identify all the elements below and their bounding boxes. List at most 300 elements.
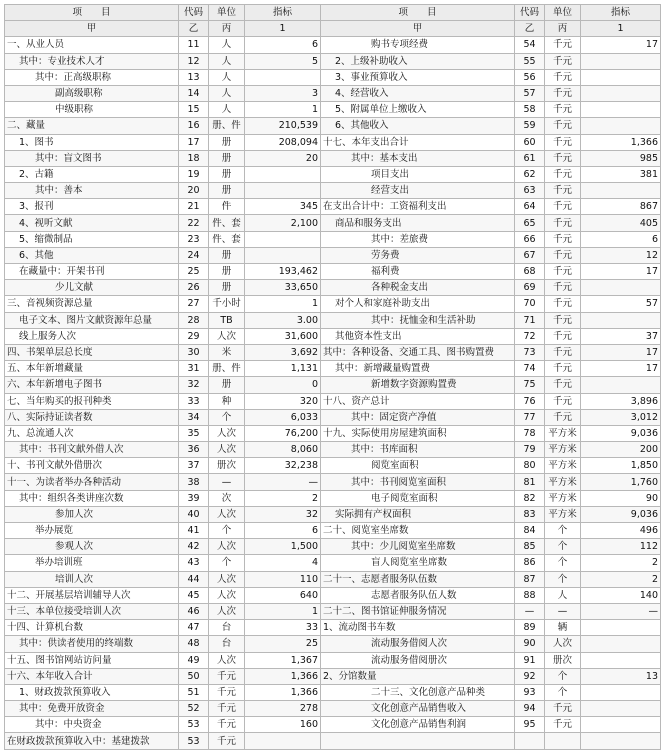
right-value: [581, 102, 661, 118]
subheader-value-left: 1: [245, 21, 321, 37]
table-row: [5, 344, 661, 360]
right-unit: 个: [545, 668, 581, 684]
right-item-label: 商品和服务支出: [321, 215, 515, 231]
left-value: 33: [245, 620, 321, 636]
table-row: [5, 652, 661, 668]
right-code: 78: [515, 425, 545, 441]
right-value: [581, 652, 661, 668]
left-unit: 册: [209, 134, 245, 150]
left-unit: 册: [209, 183, 245, 199]
left-code: 17: [179, 134, 209, 150]
left-value: 1,366: [245, 684, 321, 700]
left-item-label: 中级职称: [5, 102, 179, 118]
right-value: 985: [581, 150, 661, 166]
statistics-table: [4, 4, 661, 750]
left-item-label: 5、缩微制品: [5, 231, 179, 247]
right-unit: 千元: [545, 69, 581, 85]
right-unit: 个: [545, 684, 581, 700]
left-unit: 台: [209, 636, 245, 652]
right-item-label: 劳务费: [321, 247, 515, 263]
left-value: 1,131: [245, 361, 321, 377]
left-code: 52: [179, 701, 209, 717]
left-item-label: 十、书刊文献外借册次: [5, 458, 179, 474]
left-item-label: 线上服务人次: [5, 328, 179, 344]
table-row: [5, 442, 661, 458]
header-row: [5, 5, 661, 21]
right-value: 9,036: [581, 506, 661, 522]
right-item-label: 6、其他收入: [321, 118, 515, 134]
right-unit: 千元: [545, 280, 581, 296]
right-unit: 千元: [545, 312, 581, 328]
right-unit: 千元: [545, 166, 581, 182]
left-value: 210,539: [245, 118, 321, 134]
subheader-code-left: 乙: [179, 21, 209, 37]
left-value: 640: [245, 587, 321, 603]
left-value: 3,692: [245, 344, 321, 360]
table-row: [5, 85, 661, 101]
table-row: [5, 701, 661, 717]
right-unit: 个: [545, 523, 581, 539]
table-row: [5, 328, 661, 344]
left-item-label: 五、本年新增藏量: [5, 361, 179, 377]
right-code: 83: [515, 506, 545, 522]
table-row: [5, 458, 661, 474]
table-row: [5, 215, 661, 231]
right-value: 2: [581, 571, 661, 587]
left-item-label: 其中：正高级职称: [5, 69, 179, 85]
right-unit: 人: [545, 587, 581, 603]
right-code: 65: [515, 215, 545, 231]
left-item-label: 参观人次: [5, 539, 179, 555]
right-unit: 平方米: [545, 425, 581, 441]
right-code: 67: [515, 247, 545, 263]
left-code: 47: [179, 620, 209, 636]
right-item-label: 5、附属单位上缴收入: [321, 102, 515, 118]
left-unit: 千元: [209, 684, 245, 700]
left-code: 15: [179, 102, 209, 118]
left-unit: 册: [209, 264, 245, 280]
right-unit: —: [545, 603, 581, 619]
right-code: 70: [515, 296, 545, 312]
left-item-label: 十一、为读者举办各种活动: [5, 474, 179, 490]
left-unit: 个: [209, 523, 245, 539]
table-row: [5, 393, 661, 409]
left-code: 41: [179, 523, 209, 539]
right-code: 89: [515, 620, 545, 636]
right-item-label: 3、事业预算收入: [321, 69, 515, 85]
right-item-label: 其中：各种设备、交通工具、图书购置费: [321, 344, 515, 360]
right-item-label: 福利费: [321, 264, 515, 280]
left-code: 48: [179, 636, 209, 652]
right-code: 94: [515, 701, 545, 717]
left-item-label: 其中：免费开放资金: [5, 701, 179, 717]
right-code: 74: [515, 361, 545, 377]
right-item-label: 2、分馆数量: [321, 668, 515, 684]
right-item-label: 实际拥有产权面积: [321, 506, 515, 522]
subheader-unit-left: 丙: [209, 21, 245, 37]
left-code: 43: [179, 555, 209, 571]
left-item-label: 十六、本年收入合计: [5, 668, 179, 684]
table-row: [5, 717, 661, 733]
left-item-label: 其中：书刊文献外借人次: [5, 442, 179, 458]
left-item-label: 七、当年购买的报刊种类: [5, 393, 179, 409]
left-code: 27: [179, 296, 209, 312]
right-value: [581, 69, 661, 85]
right-code: 61: [515, 150, 545, 166]
left-unit: 千元: [209, 701, 245, 717]
left-item-label: 十二、开展基层培训辅导人次: [5, 587, 179, 603]
right-item-label: 二十一、志愿者服务队伍数: [321, 571, 515, 587]
right-item-label: 十八、资产总计: [321, 393, 515, 409]
right-unit: 千元: [545, 247, 581, 263]
table-row: [5, 183, 661, 199]
left-unit: 千小时: [209, 296, 245, 312]
right-code: 71: [515, 312, 545, 328]
left-unit: 册: [209, 377, 245, 393]
left-item-label: 培训人次: [5, 571, 179, 587]
left-value: 32,238: [245, 458, 321, 474]
table-row: [5, 312, 661, 328]
right-value: 2: [581, 555, 661, 571]
right-item-label: 十七、本年支出合计: [321, 134, 515, 150]
right-item-label: 二十二、图书馆证伸服务情况: [321, 603, 515, 619]
left-code: 13: [179, 69, 209, 85]
left-unit: 册次: [209, 458, 245, 474]
right-unit: 平方米: [545, 442, 581, 458]
table-row: [5, 571, 661, 587]
left-item-label: 副高级职称: [5, 85, 179, 101]
left-code: 21: [179, 199, 209, 215]
right-code: 68: [515, 264, 545, 280]
table-row: [5, 506, 661, 522]
right-item-label: 其中：书库面积: [321, 442, 515, 458]
left-unit: 人次: [209, 652, 245, 668]
left-code: 30: [179, 344, 209, 360]
right-item-label: 各种税金支出: [321, 280, 515, 296]
left-code: 20: [179, 183, 209, 199]
right-code: 72: [515, 328, 545, 344]
header-code-right: 代码: [515, 5, 545, 21]
header-value-right: 指标: [581, 5, 661, 21]
left-value: [245, 733, 321, 749]
left-code: 53: [179, 717, 209, 733]
left-value: 25: [245, 636, 321, 652]
table-row: [5, 555, 661, 571]
right-code: 59: [515, 118, 545, 134]
left-code: 26: [179, 280, 209, 296]
right-value: 17: [581, 264, 661, 280]
right-unit: 千元: [545, 118, 581, 134]
left-value: 1: [245, 296, 321, 312]
left-value: 0: [245, 377, 321, 393]
right-item-label: 流动服务借阅人次: [321, 636, 515, 652]
right-unit: 平方米: [545, 490, 581, 506]
right-unit: 千元: [545, 134, 581, 150]
left-value: 160: [245, 717, 321, 733]
right-code: 69: [515, 280, 545, 296]
right-code: 87: [515, 571, 545, 587]
left-code: 42: [179, 539, 209, 555]
left-unit: 人次: [209, 506, 245, 522]
right-unit: 千元: [545, 199, 581, 215]
left-value: 6: [245, 523, 321, 539]
left-unit: 人次: [209, 603, 245, 619]
left-value: 20: [245, 150, 321, 166]
right-value: 13: [581, 668, 661, 684]
left-code: 53: [179, 733, 209, 749]
table-row: [5, 134, 661, 150]
table-row: [5, 102, 661, 118]
right-item-label: 文化创意产品销售收入: [321, 701, 515, 717]
right-value: 1,850: [581, 458, 661, 474]
right-value: 90: [581, 490, 661, 506]
table-row: [5, 425, 661, 441]
right-value: 1,760: [581, 474, 661, 490]
right-value: [581, 684, 661, 700]
left-item-label: 其中：组织各类讲座次数: [5, 490, 179, 506]
table-row: [5, 668, 661, 684]
left-code: 37: [179, 458, 209, 474]
right-code: 56: [515, 69, 545, 85]
table-row: [5, 150, 661, 166]
right-unit: 千元: [545, 328, 581, 344]
right-unit: 千元: [545, 85, 581, 101]
right-unit: 千元: [545, 393, 581, 409]
right-item-label: 1、流动图书车数: [321, 620, 515, 636]
table-row: [5, 733, 661, 749]
right-code: 60: [515, 134, 545, 150]
right-item-label: [321, 733, 515, 749]
right-item-label: 新增数字资源购置费: [321, 377, 515, 393]
right-value: [581, 85, 661, 101]
left-code: 40: [179, 506, 209, 522]
left-code: 29: [179, 328, 209, 344]
right-code: —: [515, 603, 545, 619]
left-unit: 册: [209, 280, 245, 296]
right-unit: 辆: [545, 620, 581, 636]
right-code: 55: [515, 53, 545, 69]
subheader-row: [5, 21, 661, 37]
right-unit: 千元: [545, 361, 581, 377]
left-value: [245, 247, 321, 263]
table-row: [5, 280, 661, 296]
left-code: 31: [179, 361, 209, 377]
left-code: 18: [179, 150, 209, 166]
right-value: 17: [581, 344, 661, 360]
right-value: 12: [581, 247, 661, 263]
right-item-label: 其中：固定资产净值: [321, 409, 515, 425]
left-value: 1: [245, 102, 321, 118]
right-item-label: 盲人阅览室坐席数: [321, 555, 515, 571]
right-code: 91: [515, 652, 545, 668]
left-value: 1: [245, 603, 321, 619]
right-value: [581, 733, 661, 749]
right-code: 76: [515, 393, 545, 409]
left-value: 76,200: [245, 425, 321, 441]
right-code: 77: [515, 409, 545, 425]
left-code: 51: [179, 684, 209, 700]
left-item-label: 其中：供读者使用的终端数: [5, 636, 179, 652]
left-value: [245, 231, 321, 247]
left-item-label: 四、书架单层总长度: [5, 344, 179, 360]
header-code-left: 代码: [179, 5, 209, 21]
left-item-label: 在财政拨款预算收入中：基建拨款: [5, 733, 179, 749]
right-code: 85: [515, 539, 545, 555]
subheader-item-left: 甲: [5, 21, 179, 37]
right-value: 200: [581, 442, 661, 458]
right-item-label: 其中：抚恤金和生活补助: [321, 312, 515, 328]
left-item-label: 十三、本单位接受培训人次: [5, 603, 179, 619]
right-unit: 千元: [545, 53, 581, 69]
left-unit: 人: [209, 102, 245, 118]
left-item-label: 其中：专业技术人才: [5, 53, 179, 69]
right-value: [581, 183, 661, 199]
left-value: 110: [245, 571, 321, 587]
right-unit: 千元: [545, 409, 581, 425]
left-unit: 米: [209, 344, 245, 360]
table-row: [5, 377, 661, 393]
table-row: [5, 199, 661, 215]
table-row: [5, 539, 661, 555]
right-unit: 千元: [545, 717, 581, 733]
left-value: 33,650: [245, 280, 321, 296]
right-value: 9,036: [581, 425, 661, 441]
right-value: 112: [581, 539, 661, 555]
right-code: 64: [515, 199, 545, 215]
left-value: [245, 166, 321, 182]
right-code: 86: [515, 555, 545, 571]
header-unit-right: 单位: [545, 5, 581, 21]
left-unit: 件、套: [209, 215, 245, 231]
right-code: 90: [515, 636, 545, 652]
right-code: 92: [515, 668, 545, 684]
left-unit: 次: [209, 490, 245, 506]
left-code: 33: [179, 393, 209, 409]
table-row: [5, 69, 661, 85]
right-value: 37: [581, 328, 661, 344]
left-code: 12: [179, 53, 209, 69]
left-code: 49: [179, 652, 209, 668]
left-code: 32: [179, 377, 209, 393]
left-code: 34: [179, 409, 209, 425]
left-unit: 人: [209, 85, 245, 101]
table-row: [5, 523, 661, 539]
right-item-label: 经营支出: [321, 183, 515, 199]
left-unit: 个: [209, 409, 245, 425]
right-item-label: 流动服务借阅册次: [321, 652, 515, 668]
right-value: —: [581, 603, 661, 619]
right-value: [581, 377, 661, 393]
right-unit: [545, 733, 581, 749]
right-item-label: 项目支出: [321, 166, 515, 182]
right-unit: 平方米: [545, 506, 581, 522]
left-item-label: 参加人次: [5, 506, 179, 522]
header-unit-left: 单位: [209, 5, 245, 21]
left-unit: 册: [209, 150, 245, 166]
left-code: 36: [179, 442, 209, 458]
right-unit: 个: [545, 539, 581, 555]
left-value: 345: [245, 199, 321, 215]
left-unit: 人次: [209, 587, 245, 603]
left-item-label: 在藏量中：开架书刊: [5, 264, 179, 280]
right-value: 496: [581, 523, 661, 539]
right-item-label: 电子阅览室面积: [321, 490, 515, 506]
header-item-left: 项 目: [5, 5, 179, 21]
left-item-label: 2、古籍: [5, 166, 179, 182]
left-code: 44: [179, 571, 209, 587]
right-code: 58: [515, 102, 545, 118]
table-row: [5, 231, 661, 247]
left-code: 38: [179, 474, 209, 490]
left-unit: 人: [209, 69, 245, 85]
left-unit: TB: [209, 312, 245, 328]
left-item-label: 1、图书: [5, 134, 179, 150]
left-value: 6,033: [245, 409, 321, 425]
right-unit: 平方米: [545, 474, 581, 490]
right-code: 95: [515, 717, 545, 733]
left-value: 32: [245, 506, 321, 522]
left-unit: 人次: [209, 442, 245, 458]
left-value: 31,600: [245, 328, 321, 344]
right-value: 867: [581, 199, 661, 215]
right-value: [581, 636, 661, 652]
right-code: 79: [515, 442, 545, 458]
right-unit: 千元: [545, 296, 581, 312]
table-row: [5, 264, 661, 280]
right-unit: 个: [545, 555, 581, 571]
right-code: 62: [515, 166, 545, 182]
right-value: [581, 620, 661, 636]
left-unit: 千元: [209, 668, 245, 684]
table-row: [5, 409, 661, 425]
subheader-value-right: 1: [581, 21, 661, 37]
left-item-label: 八、实际持证读者数: [5, 409, 179, 425]
left-code: 22: [179, 215, 209, 231]
right-item-label: 2、上级补助收入: [321, 53, 515, 69]
left-unit: 人次: [209, 539, 245, 555]
right-code: 84: [515, 523, 545, 539]
left-item-label: 一、从业人员: [5, 37, 179, 53]
right-unit: 平方米: [545, 458, 581, 474]
header-value-left: 指标: [245, 5, 321, 21]
left-item-label: 电子文本、图片文献资源年总量: [5, 312, 179, 328]
left-unit: 人: [209, 53, 245, 69]
right-unit: 千元: [545, 183, 581, 199]
left-code: 46: [179, 603, 209, 619]
subheader-code-right: 乙: [515, 21, 545, 37]
left-code: 23: [179, 231, 209, 247]
left-item-label: 3、报刊: [5, 199, 179, 215]
table-row: [5, 361, 661, 377]
table-row: [5, 166, 661, 182]
left-unit: 个: [209, 555, 245, 571]
left-code: 35: [179, 425, 209, 441]
left-value: 5: [245, 53, 321, 69]
left-code: 14: [179, 85, 209, 101]
right-code: 80: [515, 458, 545, 474]
right-value: [581, 280, 661, 296]
left-value: 6: [245, 37, 321, 53]
right-value: [581, 118, 661, 134]
right-unit: 人次: [545, 636, 581, 652]
right-item-label: 志愿者服务队伍人数: [321, 587, 515, 603]
right-code: 88: [515, 587, 545, 603]
right-value: 17: [581, 37, 661, 53]
right-item-label: 4、经营收入: [321, 85, 515, 101]
table-row: [5, 636, 661, 652]
right-value: 381: [581, 166, 661, 182]
right-unit: 册次: [545, 652, 581, 668]
